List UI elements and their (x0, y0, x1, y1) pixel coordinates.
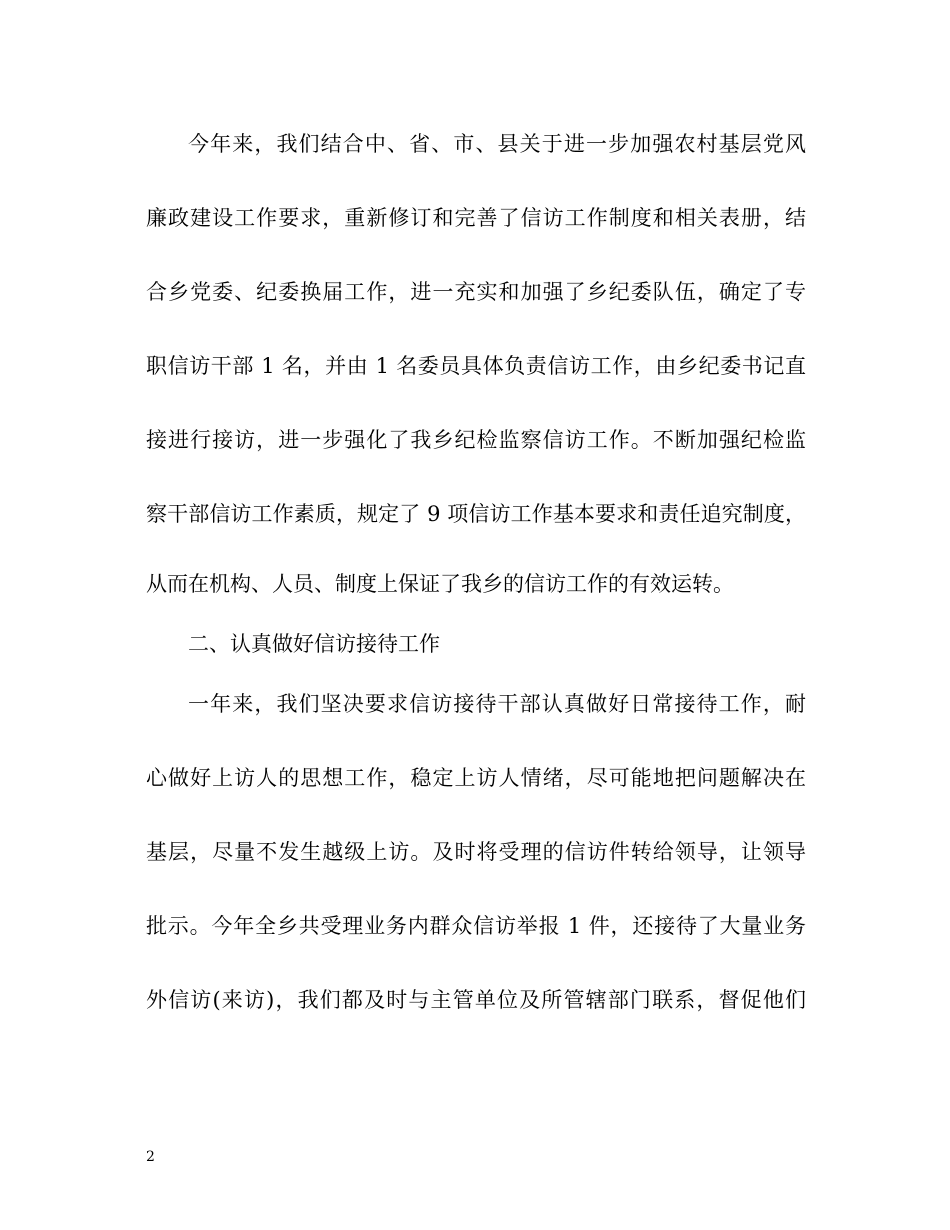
text-line: 接进行接访，进一步强化了我乡纪检监察信访工作。不断加强纪检监 (146, 428, 806, 452)
text-line: 外信访(来访)，我们都及时与主管单位及所管辖部门联系，督促他们 (146, 988, 806, 1012)
text-line: 今年来，我们结合中、省、市、县关于进一步加强农村基层党风 (188, 132, 806, 156)
text-line: 基层，尽量不发生越级上访。及时将受理的信访件转给领导，让领导 (146, 840, 806, 864)
text-line: 廉政建设工作要求，重新修订和完善了信访工作制度和相关表册，结 (146, 206, 806, 230)
text-line: 心做好上访人的思想工作，稳定上访人情绪，尽可能地把问题解决在 (146, 766, 806, 790)
text-line: 察干部信访工作素质，规定了 9 项信访工作基本要求和责任追究制度， (146, 502, 806, 526)
section-heading: 二、认真做好信访接待工作 (188, 632, 440, 656)
page-number: 2 (146, 1149, 155, 1165)
text-line: 批示。今年全乡共受理业务内群众信访举报 1 件，还接待了大量业务 (146, 914, 806, 938)
text-line: 一年来，我们坚决要求信访接待干部认真做好日常接待工作，耐 (188, 692, 806, 716)
text-line: 从而在机构、人员、制度上保证了我乡的信访工作的有效运转。 (146, 572, 734, 596)
text-line: 合乡党委、纪委换届工作，进一充实和加强了乡纪委队伍，确定了专 (146, 280, 806, 304)
text-line: 职信访干部 1 名，并由 1 名委员具体负责信访工作，由乡纪委书记直 (146, 354, 806, 378)
